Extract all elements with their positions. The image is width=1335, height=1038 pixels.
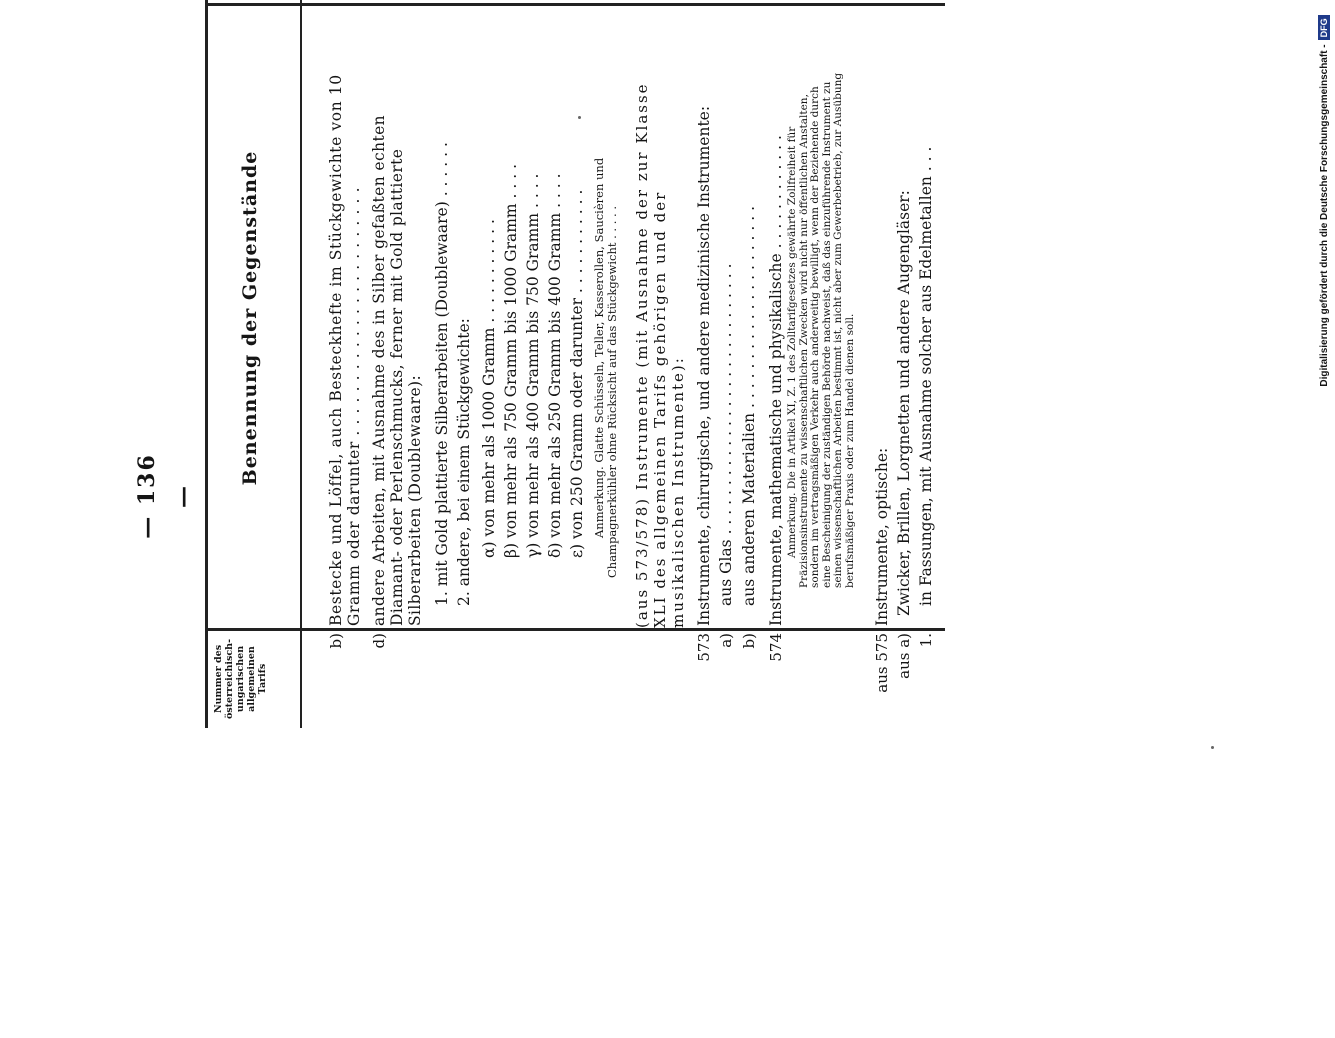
row-description: Zwicker, Brillen, Lorgnetten und andere Augengläser: [895,190,913,616]
row-number: aus a) [895,633,913,679]
row-number: b) [740,633,758,649]
table-row [433,0,453,728]
digitization-credit [1313,1,1335,401]
row-description: Instrumente, optische: [873,447,891,626]
table-row [767,0,787,728]
table-row [695,0,715,728]
page-number: — 136 — [134,453,196,539]
print-speck [1211,746,1214,749]
table-row [873,0,893,728]
table-row [917,0,937,728]
row-description: (aus 573/578) Instrumente (mit Ausnahme der zur Klasse XLI des allgemeinen Tarifs gehörigen und der musikalischen Instrumente): [633,82,687,628]
row-description: δ) von mehr als 250 Gramm bis 400 Gramm . . . . [546,173,564,558]
row-description: 1. mit Gold plattierte Silberarbeiten (Doublewaare) . . . . . . [433,142,451,606]
row-description: aus anderen Materialien . . . . . . . . . . . . . . . . . . . . . [740,205,758,606]
credit-text: Digitalisierung gefördert durch die Deutsche Forschungsgemeinschaft - [1318,44,1330,387]
table-row [633,0,691,728]
table-row [480,0,500,728]
table-row [327,0,367,728]
row-description: Bestecke und Löffel, auch Besteckhefte im Stückgewichte von 10 Gramm oder darunter . . . . . . . . . . . . . . . . . . . . . . . [327,74,363,626]
row-number: 1. [917,633,935,648]
header-bottom-rule [300,0,302,728]
row-number: 573 [695,633,713,662]
row-number: b) [327,633,345,649]
row-number: aus 575 [873,633,891,693]
header-description: Benennung der Gegenstände [239,150,261,486]
row-description: Instrumente, chirurgische, und andere medizinische Instrumente: [695,105,713,626]
row-number: a) [717,633,735,648]
table-row [370,0,430,728]
header-number: Nummer des österreichisch-ungarischen allgemeinen Tarifs [213,638,268,720]
row-number: d) [370,633,388,649]
table-row [502,0,522,728]
row-description: γ) von mehr als 400 Gramm bis 750 Gramm . . . . [524,173,542,558]
table-row [717,0,737,728]
table-row [740,0,760,728]
row-description: α) von mehr als 1000 Gramm . . . . . . . . . . . [480,219,498,558]
table-row [787,0,871,728]
row-description: in Fassungen, mit Ausnahme solcher aus Edelmetallen . . . [917,146,935,606]
row-description: andere Arbeiten, mit Ausnahme des in Silber gefaßten echten Diamant- oder Perlenschmucks, ferner mit Gold plattierte Silberarbeiten (Doublewaare): [370,114,424,626]
row-description: β) von mehr als 750 Gramm bis 1000 Gramm . . . . [502,163,520,558]
row-description: aus Glas . . . . . . . . . . . . . . . . . . . . . . . . . . . . [717,263,735,606]
row-description: ε) von 250 Gramm oder darunter . . . . . . . . . . . [568,189,586,558]
tariff-table-continuation [520,298,630,1038]
dfg-logo: DFG [1318,15,1330,40]
header-top-rule [205,0,208,728]
row-number: 574 [767,633,785,662]
row-note: Anmerkung. Glatte Schüsseln, Teller, Kasserollen, Saucièren und Champagnerkühler ohne Rücksicht auf das Stückgewicht . . . . . [592,157,619,578]
row-note: Anmerkung. Die in Artikel XI, Z. 1 des Zolltarifgesetzes gewährte Zollfreiheit für Präzisionsinstrumente zu wissenschaftlichen Zwecken wird nicht nur öffentlichen Anstalten, sondern im vertragsmäßigen Verkehr auch anderweitig bewilligt, wenn der Beziehende durch eine Bescheinigung der zuständigen Behörde nachweist, daß das einzuführende Instrument zu seinen wissenschaftlichen Arbeiten bestimmt ist, nicht aber zum Gewerbebetrieb, zur Ausübung berufsmäßiger Praxis oder zum Handel dienen soll. [786,72,856,588]
table-row [455,0,475,728]
row-description: Instrumente, mathematische und physikalische . . . . . . . . . . . . [767,135,785,626]
table-row [895,0,915,728]
row-description: 2. andere, bei einem Stückgewichte: [455,318,473,606]
print-speck [578,116,581,119]
